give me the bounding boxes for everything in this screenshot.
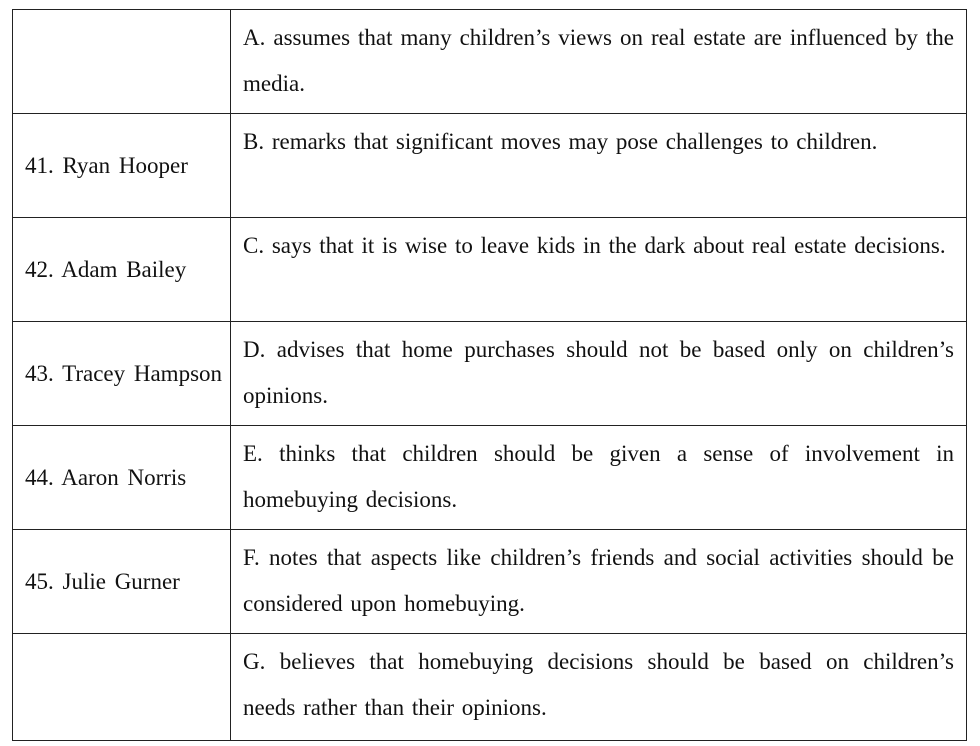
option-b-cell: B. remarks that significant moves may pose challenges to children.: [231, 114, 967, 218]
table-row: [13, 530, 967, 634]
option-d-cell: D. advises that home purchases should not be based only on children’s opinions.: [231, 322, 967, 426]
speaker-name-cell: [13, 10, 231, 114]
table-row: [13, 218, 967, 322]
option-f-cell: F. notes that aspects like children’s friends and social activities should be considered upon homebuying.: [231, 530, 967, 634]
table-row: [13, 322, 967, 426]
option-g-cell: G. believes that homebuying decisions should be based on children’s needs rather than their opinions.: [231, 634, 967, 741]
option-e-cell: E. thinks that children should be given a sense of involvement in homebuying decisions.: [231, 426, 967, 530]
speaker-name-cell: 45. Julie Gurner: [13, 530, 231, 634]
speaker-name-cell: 44. Aaron Norris: [13, 426, 231, 530]
table-row: [13, 10, 967, 114]
speaker-name-cell: [13, 634, 231, 741]
speaker-name-cell: 43. Tracey Hampson: [13, 322, 231, 426]
matching-table: [12, 9, 967, 741]
speaker-name-cell: 42. Adam Bailey: [13, 218, 231, 322]
table-row: [13, 114, 967, 218]
speaker-name-cell: 41. Ryan Hooper: [13, 114, 231, 218]
option-a-cell: A. assumes that many children’s views on real estate are influenced by the media.: [231, 10, 967, 114]
table-row: [13, 634, 967, 741]
table-row: [13, 426, 967, 530]
option-c-cell: C. says that it is wise to leave kids in the dark about real estate decisions.: [231, 218, 967, 322]
